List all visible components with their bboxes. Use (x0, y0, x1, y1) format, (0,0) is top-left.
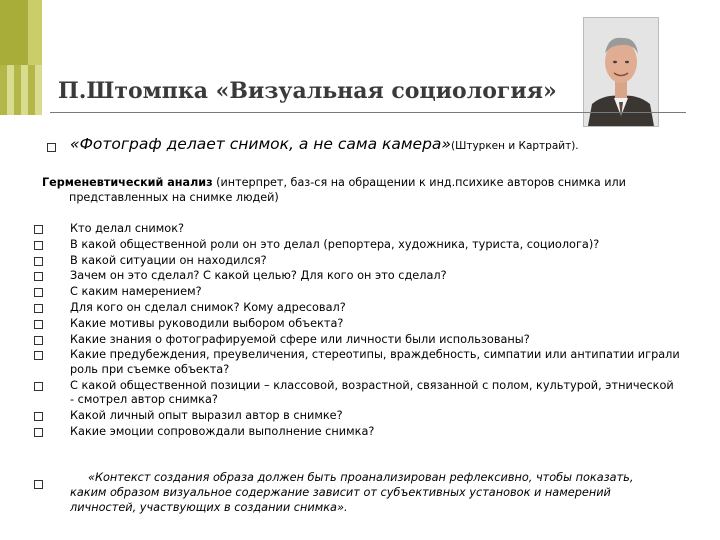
main-quote (70, 135, 579, 153)
list-item: В какой общественной роли он это делал (репортера, художника, туриста, социолога)? (70, 238, 680, 253)
accent-stripe (0, 0, 28, 65)
bullet-icon (47, 143, 56, 152)
bullet-icon (34, 257, 43, 266)
accent-pattern (0, 65, 42, 115)
bullet-icon (34, 336, 43, 345)
bullet-icon (34, 225, 43, 234)
quote-text: «Фотограф делает снимок, а не сама камера» (70, 135, 451, 153)
list-item: Зачем он это сделал? С какой целью? Для кого он это сделал? (70, 269, 680, 284)
questions-list (70, 222, 680, 441)
list-item: Для кого он сделал снимок? Кому адресовал? (70, 301, 680, 316)
list-item: С какой общественной позиции – классовой, возрастной, связанной с полом, культурой, этнической - смотрел автор снимка? (70, 379, 680, 408)
page-title: П.Штомпка «Визуальная социология» (58, 78, 557, 104)
bullet-icon (34, 272, 43, 281)
bullet-icon (34, 412, 43, 421)
hermeneutic-description: (интерпрет, баз-ся на обращении к инд.психике авторов снимка или представленных на снимке людей) (69, 176, 626, 204)
list-item: С каким намерением? (70, 285, 680, 300)
list-item: Какие мотивы руководили выбором объекта? (70, 317, 680, 332)
list-item: Какие эмоции сопровождали выполнение снимка? (70, 425, 680, 440)
list-item: В какой ситуации он находился? (70, 254, 680, 269)
list-item: Какие знания о фотографируемой сфере или личности были использованы? (70, 333, 680, 348)
bullet-icon (34, 288, 43, 297)
accent-bar (28, 0, 42, 65)
bullet-icon (34, 351, 43, 360)
author-portrait (583, 17, 659, 127)
bullet-icon (34, 428, 43, 437)
conclusion-quote: «Контекст создания образа должен быть проанализирован рефлексивно, чтобы показать, каким образом визуальное содержание зависит от субъективных установок и намерений личностей, участвующих в создании снимка». (70, 471, 634, 514)
bullet-icon (34, 480, 43, 489)
bullet-icon (34, 241, 43, 250)
hermeneutic-term: Герменевтический анализ (42, 176, 213, 189)
bullet-icon (34, 382, 43, 391)
list-item: Какие предубеждения, преувеличения, стереотипы, враждебность, симпатии или антипатии играли роль при съемке объекта? (70, 348, 680, 377)
bullet-icon (34, 304, 43, 313)
portrait-illustration (584, 18, 658, 126)
quote-source: (Штуркен и Картрайт). (451, 140, 579, 152)
list-item: Какой личный опыт выразил автор в снимке? (70, 409, 680, 424)
title-divider (50, 112, 686, 113)
bullet-icon (34, 320, 43, 329)
list-item: Кто делал снимок? (70, 222, 680, 237)
hermeneutic-analysis (42, 175, 709, 205)
